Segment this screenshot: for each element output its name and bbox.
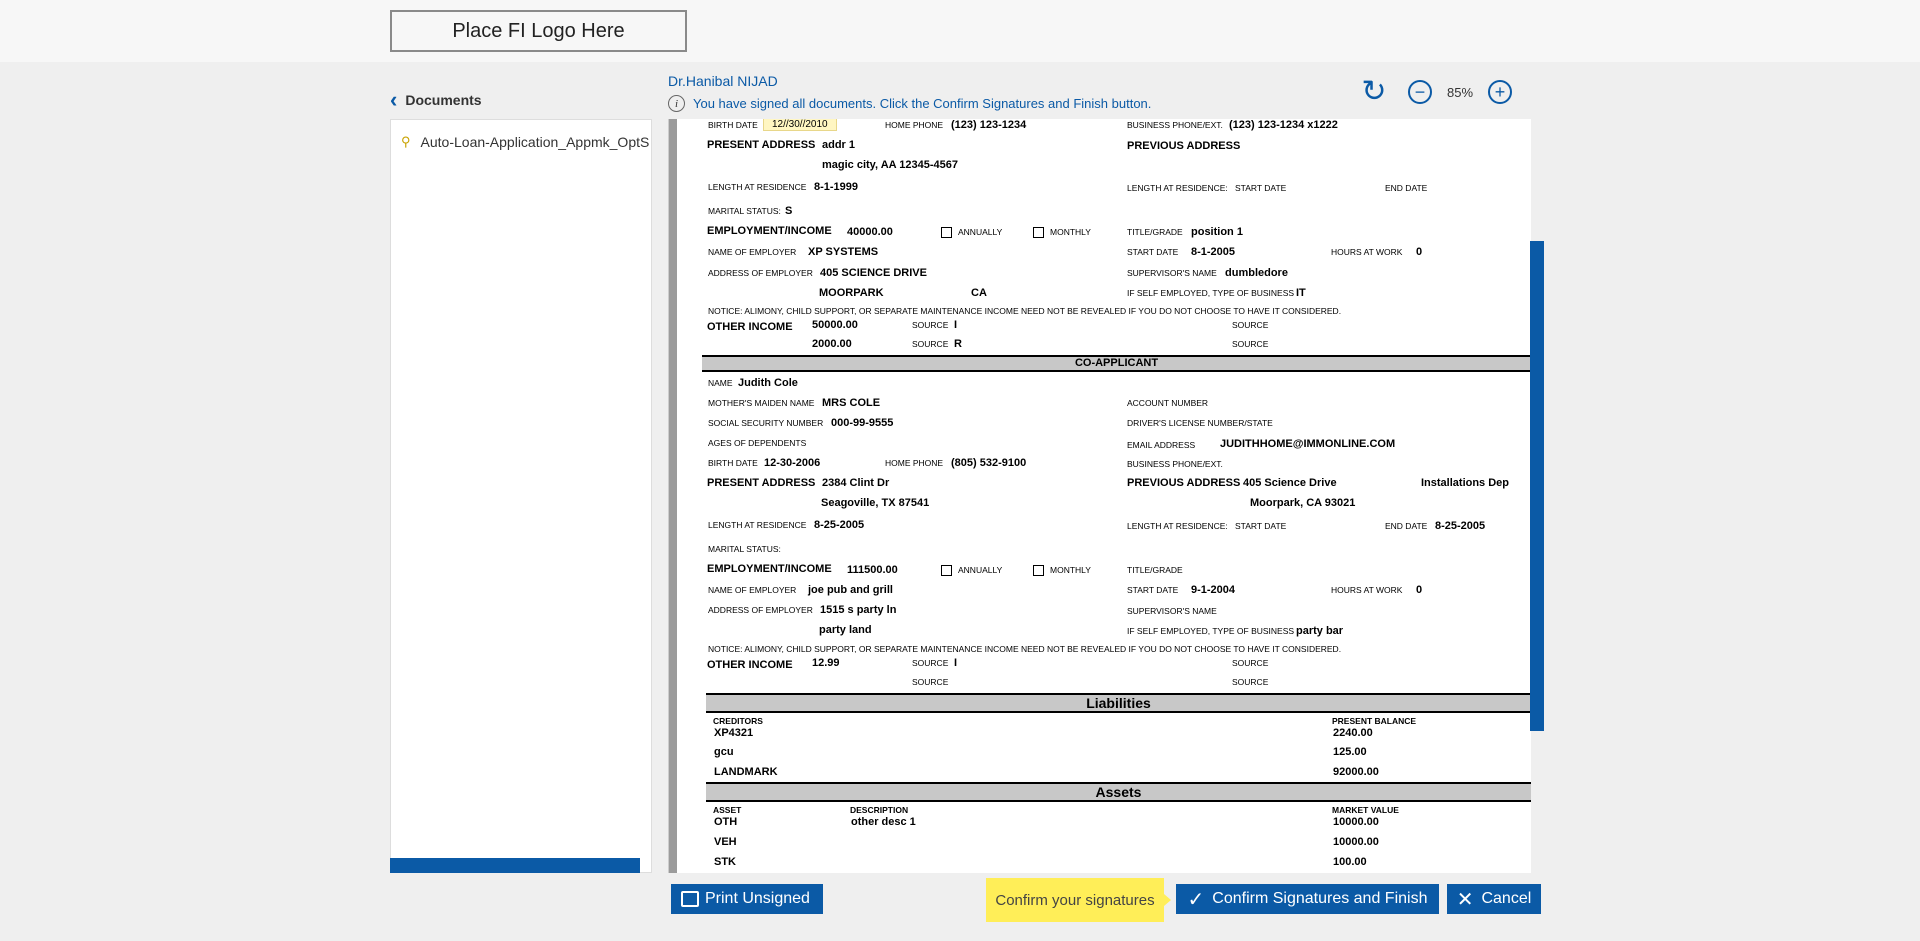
cancel-label: Cancel [1481,890,1532,907]
liability-creditor-3: LANDMARK [714,766,778,778]
co-ssn-value: 000-99-9555 [831,417,894,429]
document-list-item[interactable] [391,120,651,150]
co-previous-address-line1: 405 Science Drive [1243,477,1337,489]
employment-income-value: 40000.00 [847,226,893,238]
source-label-2: SOURCE [1232,320,1269,330]
business-phone-label: BUSINESS PHONE/EXT. [1127,120,1223,130]
co-present-address-label: PRESENT ADDRESS [707,477,816,489]
co-email-value: JUDITHHOME@IMMONLINE.COM [1220,438,1396,450]
employer-address-label: ADDRESS OF EMPLOYER [708,268,813,278]
co-start-value: 9-1-2004 [1191,584,1236,596]
source-label-4: SOURCE [1232,339,1269,349]
asset-type-2: VEH [714,836,737,848]
print-unsigned-label: Print Unsigned [705,890,810,907]
co-source-label-3: SOURCE [912,677,949,687]
co-monthly-checkbox[interactable] [1033,565,1044,576]
employer-value: XP SYSTEMS [808,246,879,258]
liabilities-band: Liabilities [706,693,1531,713]
co-dependents-label: AGES OF DEPENDENTS [708,438,807,448]
monthly-checkbox[interactable] [1033,227,1044,238]
source-value-2: R [954,338,962,350]
co-birth-value: 12-30-2006 [764,457,821,469]
co-emp-address-label: ADDRESS OF EMPLOYER [708,605,813,615]
zoom-out-button[interactable]: − [1408,80,1432,104]
supervisor-value: dumbledore [1225,267,1288,279]
employer-city: MOORPARK [819,287,884,299]
asset-value-1: 10000.00 [1333,816,1379,828]
monthly-option[interactable]: MONTHLY [1033,227,1091,238]
co-hours-value: 0 [1416,584,1423,596]
co-business-phone-label: BUSINESS PHONE/EXT. [1127,459,1223,469]
asset-type-1: OTH [714,816,738,828]
co-length2-label: LENGTH AT RESIDENCE: [1127,521,1228,531]
document-viewer[interactable] [668,119,1531,873]
co-account-label: ACCOUNT NUMBER [1127,398,1209,408]
marital-status-label: MARITAL STATUS: [708,206,781,216]
co-present-address-line1: 2384 Clint Dr [822,477,890,489]
viewer-toolbar [1360,75,1512,108]
present-address-line1: addr 1 [822,139,856,151]
co-other-income-label: OTHER INCOME [707,659,793,671]
fi-logo-placeholder: Place FI Logo Here [390,10,687,52]
co-end-date-label: END DATE [1385,521,1428,531]
search-icon: ⚲ [401,134,411,149]
annually-option[interactable]: ANNUALLY [941,227,1002,238]
previous-address-label: PREVIOUS ADDRESS [1127,140,1241,152]
document-list [390,119,652,873]
source-value-1: I [954,319,958,331]
length-residence-value: 8-1-1999 [814,181,859,193]
liability-balance-1: 2240.00 [1333,727,1373,739]
liability-balance-2: 125.00 [1333,746,1367,758]
co-hours-label: HOURS AT WORK [1331,585,1403,595]
co-title-label: TITLE/GRADE [1127,565,1183,575]
co-monthly-option[interactable]: MONTHLY [1033,565,1091,576]
liability-creditor-1: XP4321 [714,727,754,739]
home-phone-label: HOME PHONE [885,120,944,130]
title-grade-value: position 1 [1191,226,1243,238]
start-label: START DATE [1127,247,1179,257]
zoom-in-button[interactable]: + [1488,80,1512,104]
market-value-header: MARKET VALUE [1332,805,1399,815]
hours-label: HOURS AT WORK [1331,247,1403,257]
annually-checkbox[interactable] [941,227,952,238]
co-previous-address-label: PREVIOUS ADDRESS [1127,477,1241,489]
description-header: DESCRIPTION [850,805,909,815]
assets-band: Assets [706,782,1531,802]
creditors-header: CREDITORS [713,716,763,726]
asset-value-2: 10000.00 [1333,836,1379,848]
co-emp-city: party land [819,624,872,636]
co-email-label: EMAIL ADDRESS [1127,440,1196,450]
other-income-1: 50000.00 [812,319,858,331]
asset-type-3: STK [714,856,736,868]
co-previous-address-city: Moorpark, CA 93021 [1250,497,1356,509]
other-income-2: 2000.00 [812,338,852,350]
co-emp-address-value: 1515 s party ln [820,604,897,616]
top-bar [0,0,1920,62]
checkmark-icon: ✓ [1187,888,1205,911]
end-date-label: END DATE [1385,183,1428,193]
asset-header: ASSET [713,805,742,815]
supervisor-label: SUPERVISOR'S NAME [1127,268,1217,278]
employer-label: NAME OF EMPLOYER [708,247,797,257]
other-income-label: OTHER INCOME [707,321,793,333]
notice-text: NOTICE: ALIMONY, CHILD SUPPORT, OR SEPARATE MAINTENANCE INCOME NEED NOT BE REVEALED IF YOU DO NOT CHOOSE TO HAVE IT CONSIDERED. [708,306,1342,316]
asset-value-3: 100.00 [1333,856,1367,868]
viewer-scrollbar[interactable] [1530,241,1544,731]
chevron-left-icon: ‹ [390,87,398,112]
present-address-label: PRESENT ADDRESS [707,139,816,151]
zoom-level: 85% [1446,84,1474,100]
co-license-label: DRIVER'S LICENSE NUMBER/STATE [1127,418,1273,428]
length-residence2-label: LENGTH AT RESIDENCE: [1127,183,1228,193]
co-employment-value: 111500.00 [847,564,898,576]
asset-desc-1: other desc 1 [851,816,916,828]
co-start-label: START DATE [1127,585,1179,595]
co-maiden-label: MOTHER'S MAIDEN NAME [708,398,815,408]
co-employer-value: joe pub and grill [808,584,893,596]
documents-back-link[interactable] [390,87,482,112]
cancel-button[interactable] [1447,884,1541,914]
printer-icon [681,891,699,907]
birth-date-field[interactable]: 12//30//2010 [763,119,837,131]
liability-creditor-2: gcu [714,746,734,758]
documents-title: Documents [405,92,482,108]
co-source-label-2: SOURCE [1232,658,1269,668]
employer-address-value: 405 SCIENCE DRIVE [820,267,927,279]
co-length-value: 8-25-2005 [814,519,865,531]
co-other-income-value: 12.99 [812,657,840,669]
co-notice-text: NOTICE: ALIMONY, CHILD SUPPORT, OR SEPARATE MAINTENANCE INCOME NEED NOT BE REVEALED IF YOU DO NOT CHOOSE TO HAVE IT CONSIDERED. [708,644,1342,654]
source-label-1: SOURCE [912,320,949,330]
co-name-value: Judith Cole [738,377,798,389]
co-source-label-1: SOURCE [912,658,949,668]
co-birth-label: BIRTH DATE [708,458,758,468]
present-balance-header: PRESENT BALANCE [1332,716,1417,726]
birth-date-label: BIRTH DATE [708,120,758,130]
hint-arrow [1164,894,1171,906]
present-address-city: magic city, AA 12345-4567 [822,159,958,171]
hours-value: 0 [1416,246,1423,258]
marital-status-value: S [785,205,793,217]
home-phone-value: (123) 123-1234 [951,119,1027,131]
co-present-address-city: Seagoville, TX 87541 [821,497,930,509]
co-source-label-4: SOURCE [1232,677,1269,687]
business-phone-value: (123) 123-1234 x1222 [1229,119,1338,131]
close-icon: ✕ [1456,888,1474,911]
co-name-label: NAME [708,378,733,388]
co-self-emp-label: IF SELF EMPLOYED, TYPE OF BUSINESS [1127,626,1295,636]
info-message [668,95,1151,112]
liability-balance-3: 92000.00 [1333,766,1379,778]
co-end-date-value: 8-25-2005 [1435,520,1486,532]
co-start-date-label: START DATE [1235,521,1287,531]
co-maiden-value: MRS COLE [822,397,881,409]
employer-state: CA [971,287,987,299]
co-annually-checkbox[interactable] [941,565,952,576]
employment-income-label: EMPLOYMENT/INCOME [707,225,832,237]
co-source-value-1: I [954,657,958,669]
info-icon: i [668,95,685,112]
source-label-3: SOURCE [912,339,949,349]
co-applicant-band: CO-APPLICANT [702,355,1531,372]
signer-name: Dr.Hanibal NIJAD [668,73,778,89]
rotate-icon[interactable]: ↻ [1361,75,1387,108]
co-home-phone-label: HOME PHONE [885,458,944,468]
document-list-scrollbar[interactable] [390,858,640,873]
co-annually-option[interactable]: ANNUALLY [941,565,1002,576]
info-text: You have signed all documents. Click the Confirm Signatures and Finish button. [693,96,1152,111]
title-grade-label: TITLE/GRADE [1127,227,1183,237]
co-employer-label: NAME OF EMPLOYER [708,585,797,595]
co-self-emp-value: party bar [1296,625,1344,637]
start-date-label: START DATE [1235,183,1287,193]
confirm-finish-label: Confirm Signatures and Finish [1212,890,1428,907]
co-ssn-label: SOCIAL SECURITY NUMBER [708,418,824,428]
document-name: Auto-Loan-Application_Appmk_OptS [420,134,650,150]
start-value: 8-1-2005 [1191,246,1236,258]
co-employment-label: EMPLOYMENT/INCOME [707,563,832,575]
co-previous-address-extra: Installations Dep [1421,477,1510,489]
print-unsigned-button[interactable] [671,884,823,914]
confirm-signatures-hint: Confirm your signatures [986,878,1164,922]
page-left-edge [669,119,677,873]
co-marital-label: MARITAL STATUS: [708,544,781,554]
confirm-signatures-finish-button[interactable] [1176,884,1439,914]
co-home-phone-value: (805) 532-9100 [951,457,1027,469]
self-employed-label: IF SELF EMPLOYED, TYPE OF BUSINESS [1127,288,1295,298]
co-supervisor-label: SUPERVISOR'S NAME [1127,606,1217,616]
co-length-label: LENGTH AT RESIDENCE [708,520,807,530]
self-employed-value: IT [1296,287,1306,299]
length-residence-label: LENGTH AT RESIDENCE [708,182,807,192]
